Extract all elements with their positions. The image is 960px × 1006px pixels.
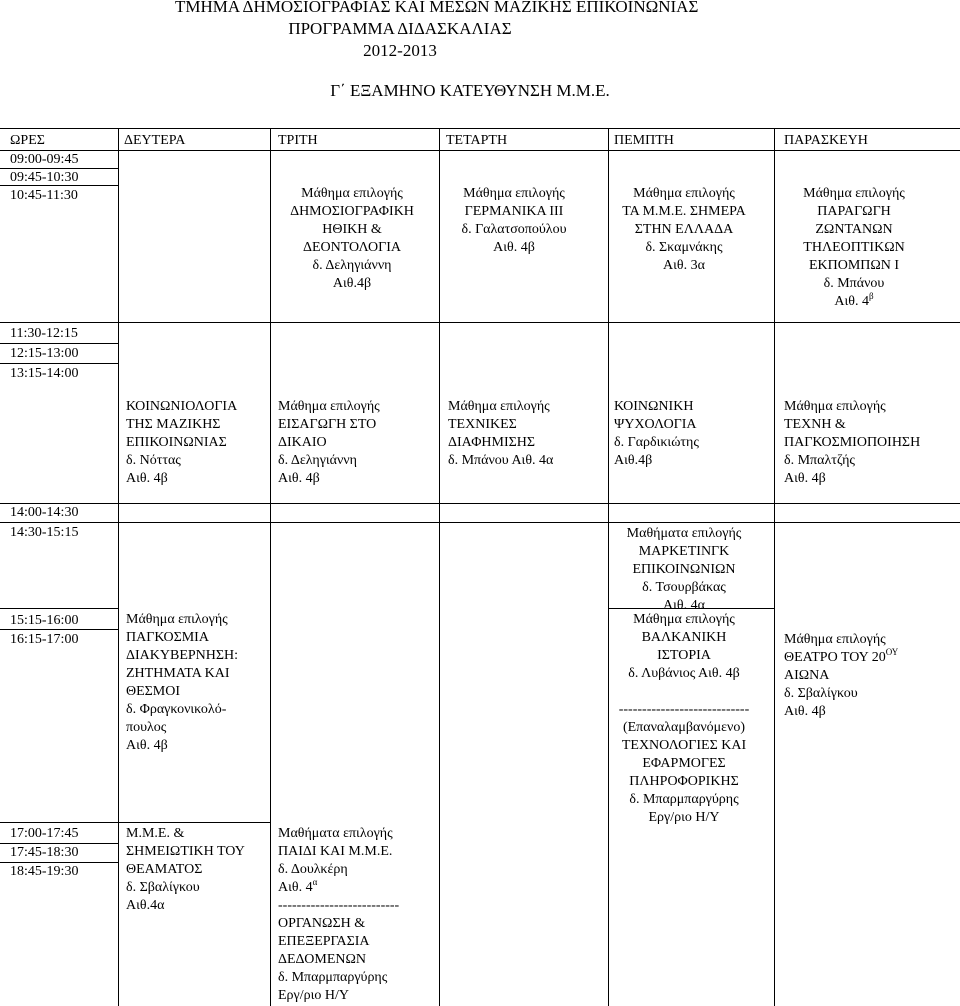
cell-line: Μάθημα επιλογής [633, 612, 735, 627]
course-cell [784, 398, 920, 488]
course-title-superscript: ΟΥ [885, 647, 899, 657]
cell-line: ΔΙΑΦΗΜΙΣΗΣ [448, 435, 536, 450]
time-slot: 14:30-15:15 [10, 525, 79, 540]
cell-line: δ. Φραγκονικολό- [126, 702, 227, 717]
department-title: ΤΜΗΜΑ ΔΗΜΟΣΙΟΓΡΑΦΙΑΣ ΚΑΙ ΜΕΣΩΝ ΜΑΖΙΚΗΣ ΕΠΙΚΟΙΝΩΝΙΑΣ [175, 0, 699, 16]
cell-line: ΤΗΛΕΟΠΤΙΚΩΝ [803, 240, 905, 255]
cell-line: Αιθ. 4α [663, 598, 705, 613]
cell-line: δ. Τσουρβάκας [642, 580, 726, 595]
time-slot: 17:00-17:45 [10, 826, 79, 841]
time-slot: 10:45-11:30 [10, 188, 78, 203]
cell-line: ΖΗΤΗΜΑΤΑ ΚΑΙ [126, 666, 230, 681]
course-label: Μάθημα επιλογής [784, 632, 886, 647]
course-cell [614, 398, 699, 470]
course-cell [262, 185, 442, 293]
cell-line: Αιθ. 4β [278, 471, 320, 486]
cell-line: ΤΑ Μ.Μ.Ε. ΣΗΜΕΡΑ [622, 204, 746, 219]
cell-line: Μάθημα επιλογής [126, 612, 228, 627]
cell-line: δ. Δεληγιάννη [312, 258, 392, 273]
cell-line: ΔΕΟΝΤΟΛΟΓΙΑ [302, 240, 402, 255]
cell-line: Μάθημα επιλογής [278, 399, 380, 414]
cell-line: δ. Μπάνου [823, 276, 885, 291]
cell-line: δ. Δεληγιάννη [278, 453, 357, 468]
cell-line: Αιθ. 4β [784, 704, 826, 719]
grid-line [0, 503, 960, 504]
cell-line: ΤΕΧΝΙΚΕΣ [448, 417, 517, 432]
cell-line: Μαθήματα επιλογής [278, 826, 393, 841]
cell-line: ΜΑΡΚΕΤΙΝΓΚ [638, 544, 730, 559]
cell-line: δ. Γαλατσοπούλου [461, 222, 567, 237]
column-header-hours: ΩΡΕΣ [10, 133, 45, 148]
cell-line: Αιθ. 4β [493, 240, 535, 255]
cell-line: δ. Δουλκέρη [278, 862, 348, 877]
grid-line [0, 363, 118, 364]
cell-line: ΗΘΙΚΗ & [322, 222, 382, 237]
time-slot: 15:15-16:00 [10, 613, 79, 628]
room-label: Αιθ. 4 [834, 294, 869, 309]
course-title: ΘΕΑΤΡΟ ΤΟΥ 20 [784, 650, 886, 665]
course-cell [126, 825, 245, 915]
cell-line: ΠΑΓΚΟΣΜΙΟΠΟΙΗΣΗ [784, 435, 921, 450]
cell-line: ΑΙΩΝΑ [784, 668, 830, 683]
cell-line: Μάθημα επιλογής [301, 186, 403, 201]
grid-line [0, 822, 270, 823]
cell-line: ΘΕΣΜΟΙ [126, 684, 181, 699]
cell-line: δ. Μπαρμπαργύρης [278, 970, 388, 985]
course-cell [278, 825, 399, 1005]
course-cell [596, 611, 772, 827]
time-slot: 09:45-10:30 [10, 170, 79, 185]
cell-line: ΨΥΧΟΛΟΓΙΑ [614, 417, 697, 432]
cell-line: Μ.Μ.Ε. & [126, 826, 185, 841]
cell-line: Αιθ. 4β [126, 738, 168, 753]
time-slot: 11:30-12:15 [10, 326, 78, 341]
cell-line: ΘΕΑΜΑΤΟΣ [126, 862, 203, 877]
cell-line: ---------------------------- [618, 702, 750, 717]
column-header-tuesday: ΤΡΙΤΗ [278, 133, 318, 148]
grid-line [0, 150, 960, 151]
cell-line: ΖΩΝΤΑΝΩΝ [815, 222, 893, 237]
cell-line: ΕΦΑΡΜΟΓΕΣ [642, 756, 726, 771]
cell-line: Εργ/ριο Η/Υ [648, 810, 720, 825]
cell-line: Αιθ. 4β [784, 471, 826, 486]
cell-line: δ. Μπαλτζής [784, 453, 855, 468]
cell-line: δ. Νόττας [126, 453, 181, 468]
time-slot: 18:45-19:30 [10, 864, 79, 879]
cell-line: ΕΠΙΚΟΙΝΩΝΙΩΝ [632, 562, 736, 577]
cell-line: Αιθ. 4β [126, 471, 168, 486]
course-cell [594, 525, 774, 615]
cell-line: Αιθ. 3α [663, 258, 705, 273]
cell-line: Αιθ.4α [126, 898, 165, 913]
cell-line: ΠΑΙΔΙ ΚΑΙ Μ.Μ.Ε. [278, 844, 393, 859]
room-superscript: β [869, 291, 874, 301]
course-cell [424, 185, 604, 257]
cell-line: δ. Μπαρμπαργύρης [629, 792, 739, 807]
grid-line [118, 128, 119, 1006]
cell-line: Μάθημα επιλογής [633, 186, 735, 201]
cell-line: ΔΗΜΟΣΙΟΓΡΑΦΙΚΗ [290, 204, 414, 219]
cell-line: ΕΠΙΚΟΙΝΩΝΙΑΣ [126, 435, 227, 450]
program-title: ΠΡΟΓΡΑΜΜΑ ΔΙΔΑΣΚΑΛΙΑΣ [288, 19, 512, 38]
cell-line: ΟΡΓΑΝΩΣΗ & [278, 916, 366, 931]
cell-line: Εργ/ριο Η/Υ [278, 988, 349, 1003]
cell-line: Μαθήματα επιλογής [626, 526, 742, 541]
cell-line: ΠΛΗΡΟΦΟΡΙΚΗΣ [629, 774, 739, 789]
cell-line: ΠΑΓΚΟΣΜΙΑ [126, 630, 209, 645]
column-header-wednesday: ΤΕΤΑΡΤΗ [446, 133, 508, 148]
cell-line: ΣΗΜΕΙΩΤΙΚΗ ΤΟΥ [126, 844, 245, 859]
semester-title: Γ΄ ΕΞΑΜΗΝΟ ΚΑΤΕΥΘΥΝΣΗ Μ.Μ.Ε. [330, 81, 610, 100]
cell-line: Μάθημα επιλογής [463, 186, 565, 201]
cell-line: Μάθημα επιλογής [803, 186, 905, 201]
cell-line: πουλος [126, 720, 167, 735]
cell-line: ΤΗΣ ΜΑΖΙΚΗΣ [126, 417, 221, 432]
grid-line [0, 522, 960, 523]
cell-line: Αιθ.4β [332, 276, 372, 291]
course-cell [126, 398, 237, 488]
room-label: Αιθ. 4 [278, 880, 313, 895]
room-superscript: α [312, 877, 318, 887]
grid-line [0, 608, 118, 609]
grid-line [0, 343, 118, 344]
cell-line: ΤΕΧΝΗ & [784, 417, 846, 432]
course-cell [278, 398, 380, 488]
cell-line: ΔΕΔΟΜΕΝΩΝ [278, 952, 367, 967]
cell-line: ΔΙΚΑΙΟ [278, 435, 327, 450]
course-cell [784, 631, 898, 721]
cell-line: ΒΑΛΚΑΝΙΚΗ [641, 630, 727, 645]
cell-line: Μάθημα επιλογής [448, 399, 550, 414]
cell-line: ΓΕΡΜΑΝΙΚΑ ΙΙΙ [464, 204, 564, 219]
cell-line: δ. Σβαλίγκου [126, 880, 200, 895]
cell-line: ΣΤΗΝ ΕΛΛΑΔΑ [634, 222, 734, 237]
grid-line [0, 322, 960, 323]
cell-line [596, 683, 772, 701]
time-slot: 09:00-09:45 [10, 152, 79, 167]
time-slot: 12:15-13:00 [10, 346, 79, 361]
cell-line: ΠΑΡΑΓΩΓΗ [817, 204, 891, 219]
cell-line: δ. Σβαλίγκου [784, 686, 858, 701]
time-slot: 13:15-14:00 [10, 366, 79, 381]
cell-line: ΙΣΤΟΡΙΑ [657, 648, 711, 663]
course-cell [754, 185, 954, 311]
cell-line: ΤΕΧΝΟΛΟΓΙΕΣ ΚΑΙ [621, 738, 747, 753]
time-slot: 17:45-18:30 [10, 845, 79, 860]
column-header-friday: ΠΑΡΑΣΚΕΥΗ [784, 133, 868, 148]
cell-line: ΔΙΑΚΥΒΕΡΝΗΣΗ: [126, 648, 239, 663]
cell-line: ΕΠΕΞΕΡΓΑΣΙΑ [278, 934, 370, 949]
cell-line: ΕΚΠΟΜΠΩΝ Ι [808, 258, 900, 273]
time-slot: 14:00-14:30 [10, 505, 79, 520]
cell-line: ΕΙΣΑΓΩΓΗ ΣΤΟ [278, 417, 377, 432]
column-header-thursday: ΠΕΜΠΤΗ [614, 133, 674, 148]
cell-line: -------------------------- [278, 898, 400, 913]
time-slot: 16:15-17:00 [10, 632, 79, 647]
cell-line: Μάθημα επιλογής [784, 399, 886, 414]
cell-line: δ. Μπάνου Αιθ. 4α [448, 453, 554, 468]
course-cell [126, 611, 238, 755]
academic-year: 2012-2013 [363, 41, 437, 60]
cell-line: Αιθ.4β [614, 453, 653, 468]
cell-line: (Επαναλαμβανόμενο) [622, 720, 746, 735]
cell-line: δ. Λυβάνιος Αιθ. 4β [628, 666, 740, 681]
cell-line: δ. Γαρδικιώτης [614, 435, 699, 450]
grid-line [0, 128, 960, 129]
course-cell [594, 185, 774, 275]
cell-line: δ. Σκαμνάκης [645, 240, 723, 255]
cell-line: ΚΟΙΝΩΝΙΚΗ [614, 399, 694, 414]
column-header-monday: ΔΕΥΤΕΡΑ [124, 133, 186, 148]
cell-line: ΚΟΙΝΩΝΙΟΛΟΓΙΑ [126, 399, 238, 414]
course-cell [448, 398, 553, 470]
